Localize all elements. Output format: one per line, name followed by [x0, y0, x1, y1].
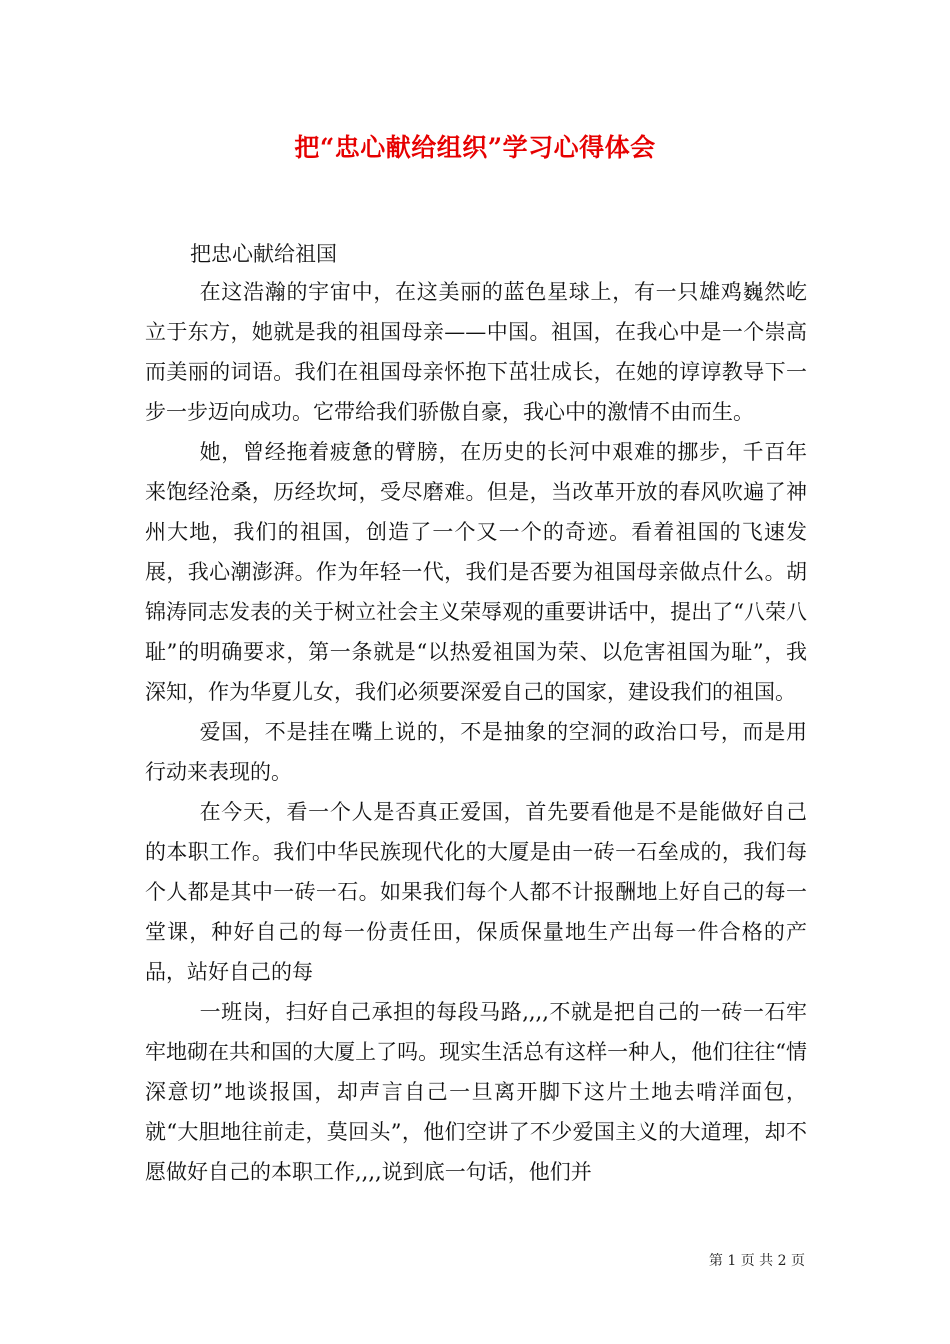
document-title: 把“忠心献给组织”学习心得体会 — [294, 133, 656, 162]
paragraph-2: 她，曾经拖着疲惫的臂膀，在历史的长河中艰难的挪步，千百年来饱经沧桑，历经坎坷，受尽磨难。但是，当改革开放的春风吹遍了神州大地，我们的祖国，创造了一个又一个的奇迹。看着祖国的飞速发展，我心潮澎湃。作为年轻一代，我们是否要为祖国母亲做点什么。胡锦涛同志发表的关于树立社会主义荣辱观的重要讲话中，提出了“八荣八耻”的明确要求，第一条就是“以热爱祖国为荣、以危害祖国为耻”，我深知，作为华夏儿女，我们必须要深爱自己的国家，建设我们的祖国。 — [145, 440, 807, 704]
section-heading: 把忠心献给祖国 — [190, 242, 337, 266]
document-body — [145, 272, 807, 1192]
page-number-footer: 第 1 页 共 2 页 — [708, 1253, 805, 1269]
paragraph-4: 在今天，看一个人是否真正爱国，首先要看他是不是能做好自己的本职工作。我们中华民族现代化的大厦是由一砖一石垒成的，我们每个人都是其中一砖一石。如果我们每个人都不计报酬地上好自己的每一堂课，种好自己的每一份责任田，保质保量地生产出每一件合格的产品，站好自己的每 — [145, 800, 807, 984]
paragraph-5: 一班岗，扫好自己承担的每段马路,,,,不就是把自己的一砖一石牢牢地砌在共和国的大厦上了吗。现实生活总有这样一种人，他们往往“情深意切”地谈报国，却声言自己一旦离开脚下这片土地去啃洋面包，就“大胆地往前走，莫回头”，他们空讲了不少爱国主义的大道理，却不愿做好自己的本职工作,,,,说到底一句话，他们并 — [145, 1000, 807, 1184]
paragraph-1: 在这浩瀚的宇宙中，在这美丽的蓝色星球上，有一只雄鸡巍然屹立于东方，她就是我的祖国母亲——中国。祖国，在我心中是一个崇高而美丽的词语。我们在祖国母亲怀抱下茁壮成长，在她的谆谆教导下一步一步迈向成功。它带给我们骄傲自豪，我心中的激情不由而生。 — [145, 280, 807, 424]
paragraph-3: 爱国，不是挂在嘴上说的，不是抽象的空洞的政治口号，而是用行动来表现的。 — [145, 720, 807, 784]
